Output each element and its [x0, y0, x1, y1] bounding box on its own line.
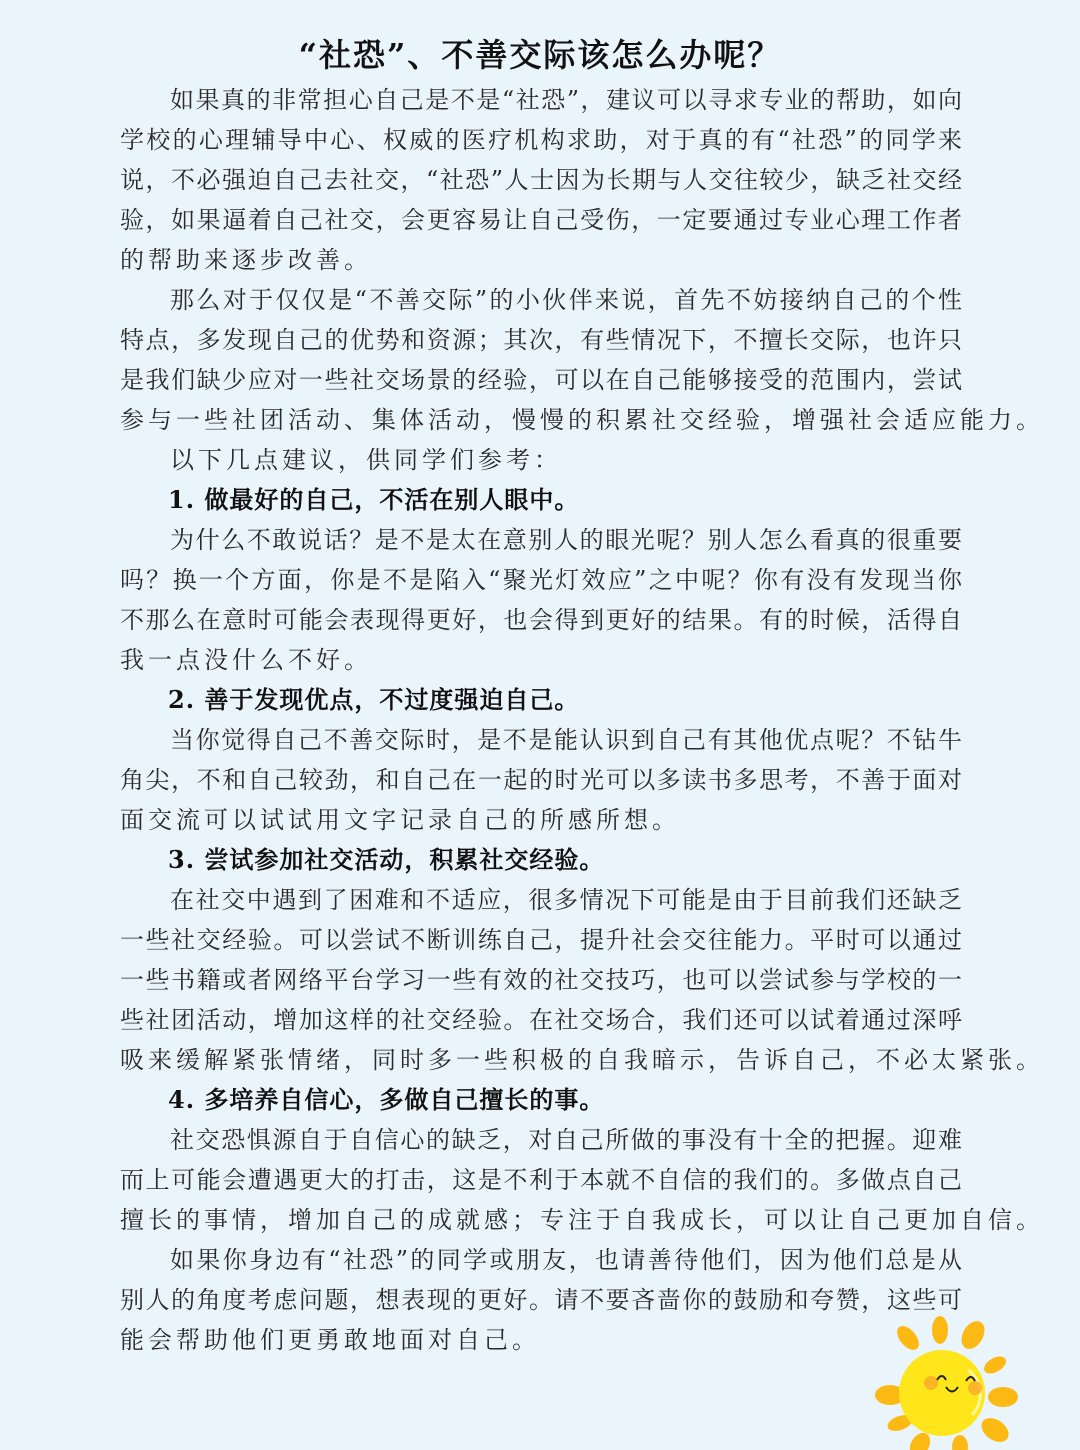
paragraph-line: 的帮助来逐步改善。	[120, 246, 372, 274]
paragraph-line: 一些书籍或者网络平台学习一些有效的社交技巧，也可以尝试参与学校的一	[120, 966, 962, 994]
paragraph-line: 擅长的事情，增加自己的成就感；专注于自我成长，可以让自己更加自信。	[120, 1206, 1044, 1234]
paragraph-line: 那么对于仅仅是“不善交际”的小伙伴来说，首先不妨接纳自己的个性	[170, 286, 962, 314]
sun-illustration-icon	[860, 1310, 1020, 1450]
paragraph-line: 为什么不敢说话？是不是太在意别人的眼光呢？别人怎么看真的很重要	[170, 526, 962, 554]
section-heading: 2. 善于发现优点，不过度强迫自己。	[168, 685, 580, 714]
paragraph-line: 社交恐惧源自于自信心的缺乏，对自己所做的事没有十全的把握。迎难	[170, 1126, 962, 1154]
paragraph-line: 一些社交经验。可以尝试不断训练自己，提升社会交往能力。平时可以通过	[120, 926, 962, 954]
paragraph-line: 我一点没什么不好。	[120, 646, 372, 674]
paragraph-line: 面交流可以试试用文字记录自己的所感所想。	[120, 806, 680, 834]
paragraph-line: 是我们缺少应对一些社交场景的经验，可以在自己能够接受的范围内，尝试	[120, 366, 962, 394]
paragraph-line: 特点，多发现自己的优势和资源；其次，有些情况下，不擅长交际，也许只	[120, 326, 962, 354]
paragraph-line: 别人的角度考虑问题，想表现的更好。请不要吝啬你的鼓励和夸赞，这些可	[120, 1286, 962, 1314]
page-title: “社恐”、不善交际该怎么办呢？	[298, 36, 782, 74]
paragraph-line: 如果真的非常担心自己是不是“社恐”，建议可以寻求专业的帮助，如向	[170, 86, 962, 114]
paragraph-line: 能会帮助他们更勇敢地面对自己。	[120, 1326, 540, 1354]
paragraph-line: 参与一些社团活动、集体活动，慢慢的积累社交经验，增强社会适应能力。	[120, 406, 1044, 434]
paragraph-line: 如果你身边有“社恐”的同学或朋友，也请善待他们，因为他们总是从	[170, 1246, 962, 1274]
paragraph-line: 角尖，不和自己较劲，和自己在一起的时光可以多读书多思考，不善于面对	[120, 766, 962, 794]
paragraph-line: 验，如果逼着自己社交，会更容易让自己受伤，一定要通过专业心理工作者	[120, 206, 962, 234]
paragraph-line: 而上可能会遭遇更大的打击，这是不利于本就不自信的我们的。多做点自己	[120, 1166, 962, 1194]
section-heading: 3. 尝试参加社交活动，积累社交经验。	[168, 845, 605, 874]
paragraph-line: 在社交中遇到了困难和不适应，很多情况下可能是由于目前我们还缺乏	[170, 886, 962, 914]
paragraph-line: 不那么在意时可能会表现得更好，也会得到更好的结果。有的时候，活得自	[120, 606, 962, 634]
paragraph-line: 学校的心理辅导中心、权威的医疗机构求助，对于真的有“社恐”的同学来	[120, 126, 962, 154]
paragraph-line: 吗？换一个方面，你是不是陷入“聚光灯效应”之中呢？你有没有发现当你	[120, 566, 962, 594]
paragraph-line: 吸来缓解紧张情绪，同时多一些积极的自我暗示，告诉自己，不必太紧张。	[120, 1046, 1044, 1074]
section-heading: 1. 做最好的自己，不活在别人眼中。	[168, 485, 580, 514]
section-heading: 4. 多培养自信心，多做自己擅长的事。	[168, 1085, 605, 1114]
paragraph-line: 些社团活动，增加这样的社交经验。在社交场合，我们还可以试着通过深呼	[120, 1006, 962, 1034]
paragraph-line: 以下几点建议，供同学们参考：	[170, 446, 562, 474]
paragraph-line: 说，不必强迫自己去社交，“社恐”人士因为长期与人交往较少，缺乏社交经	[120, 166, 962, 194]
paragraph-line: 当你觉得自己不善交际时，是不是能认识到自己有其他优点呢？不钻牛	[170, 726, 962, 754]
